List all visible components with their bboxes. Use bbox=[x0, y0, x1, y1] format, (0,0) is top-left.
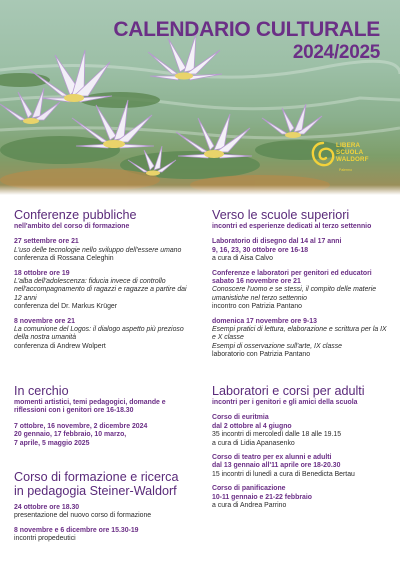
event-heading: Corso di euritmia bbox=[212, 414, 269, 422]
event-date: 8 novembre e 6 dicembre ore 15.30-19 bbox=[14, 526, 139, 534]
event-topic: L'alba dell'adolescenza: fiducia invece di controllo nell'accompagnamento di ragazzi e ragazze a partire dai 12 anni bbox=[14, 278, 187, 302]
event-item bbox=[14, 318, 192, 352]
section-title: Conferenze pubbliche bbox=[14, 208, 137, 222]
section-conferenze bbox=[14, 208, 192, 351]
logo-text bbox=[336, 142, 369, 163]
event-heading: dal 13 gennaio all'11 aprile ore 18-20.30 bbox=[212, 462, 341, 470]
event-item bbox=[14, 270, 192, 312]
event-heading: Corso di teatro per ex alunni e adulti bbox=[212, 454, 332, 462]
event-speaker: conferenza di Andrew Wolpert bbox=[14, 342, 106, 350]
section-title: In cerchio bbox=[14, 384, 69, 398]
event-item bbox=[212, 270, 390, 312]
event-description: incontri propedeutici bbox=[14, 535, 76, 543]
event-topic: L'uso delle tecnologie nello sviluppo dell'essere umano bbox=[14, 246, 182, 254]
event-item bbox=[212, 454, 390, 479]
event-heading: domenica 17 novembre ore 9-13 bbox=[212, 317, 317, 325]
event-speaker: a cura di Aisa Calvo bbox=[212, 255, 273, 263]
event-topic: Conoscere l'uomo e se stessi, il compito delle materie umanistiche nel terzo settennio bbox=[212, 286, 377, 302]
section-subtitle: incontri per i genitori e gli amici della scuola bbox=[212, 399, 358, 406]
event-speaker: a cura di Andrea Parrino bbox=[212, 502, 287, 510]
section-subtitle: incontri ed esperienze dedicati al terzo settennio bbox=[212, 223, 372, 230]
section-title-line-1: Corso di formazione e ricerca bbox=[14, 470, 179, 484]
event-heading: 9, 16, 23, 30 ottobre ore 16-18 bbox=[212, 246, 309, 254]
section-title-line-2: in pedagogia Steiner-Waldorf bbox=[14, 484, 177, 498]
event-heading: Conferenze e laboratori per genitori ed educatori bbox=[212, 269, 372, 277]
event-item bbox=[212, 238, 390, 263]
event-heading: dal 2 ottobre al 4 giugno bbox=[212, 422, 292, 430]
section-cerchio bbox=[14, 384, 192, 448]
section-laboratori bbox=[212, 384, 390, 510]
event-speaker: a cura di Lidia Apanasenko bbox=[212, 439, 295, 447]
section-formazione bbox=[14, 470, 192, 544]
section-subtitle: momenti artistici, temi pedagogici, domande e riflessioni con i genitori ore 16-18.30 bbox=[14, 399, 166, 415]
logo-subtext: Palermo bbox=[339, 168, 353, 172]
title-year: 2024/2025 bbox=[292, 42, 380, 63]
event-date: 27 settembre ore 21 bbox=[14, 238, 79, 246]
event-topic: Esempi pratici di lettura, elaborazione e scrittura per la IX e X classe bbox=[212, 326, 387, 342]
section-title: Laboratori e corsi per adulti bbox=[212, 384, 365, 398]
calendar-title bbox=[113, 18, 380, 64]
event-topic: Esempi di osservazione sull'arte, IX classe bbox=[212, 342, 342, 350]
title-line-1: CALENDARIO CULTURALE bbox=[113, 18, 380, 41]
section-title: Verso le scuole superiori bbox=[212, 208, 350, 222]
event-description: 35 incontri di mercoledì dalle 18 alle 19.15 bbox=[212, 431, 342, 439]
event-description: 15 incontri di lunedì a cura di Benedicta Bertau bbox=[212, 470, 355, 478]
lily-flower-5 bbox=[0, 88, 60, 124]
section-subtitle: nell'ambito del corso di formazione bbox=[14, 223, 130, 230]
event-speaker: laboratorio con Patrizia Pantano bbox=[212, 351, 311, 359]
event-item bbox=[212, 414, 390, 448]
logo-line-3: WALDORF bbox=[336, 156, 369, 163]
event-item bbox=[212, 485, 390, 510]
header-painting bbox=[0, 0, 400, 195]
event-speaker: incontro con Patrizia Pantano bbox=[212, 303, 303, 311]
event-speaker: conferenza del Dr. Markus Krüger bbox=[14, 303, 118, 311]
event-item bbox=[14, 238, 192, 263]
logo-line-2: SCUOLA bbox=[336, 149, 364, 156]
logo-line-1: LIBERA bbox=[336, 142, 361, 149]
event-heading: 10-11 gennaio e 21-22 febbraio bbox=[212, 493, 312, 501]
dates-line: 7 ottobre, 16 novembre, 2 dicembre 2024 bbox=[14, 422, 148, 430]
event-heading: Corso di panificazione bbox=[212, 485, 286, 493]
event-date: 24 ottobre ore 18.30 bbox=[14, 504, 80, 511]
event-description: presentazione del nuovo corso di formazione bbox=[14, 512, 152, 520]
header-fade bbox=[0, 185, 400, 195]
event-speaker: conferenza di Rossana Celeghin bbox=[14, 255, 114, 263]
dates-line: 7 aprile, 5 maggio 2025 bbox=[14, 439, 90, 447]
dates-line: 20 gennaio, 17 febbraio, 10 marzo, bbox=[14, 431, 127, 439]
event-item bbox=[14, 504, 192, 521]
event-heading: sabato 16 novembre ore 21 bbox=[212, 278, 301, 286]
spiral-sun-logo-icon bbox=[310, 140, 336, 170]
event-date: 18 ottobre ore 19 bbox=[14, 269, 70, 277]
event-topic: La comunione del Logos: il dialogo aspetto più prezioso della nostra umanità bbox=[14, 326, 184, 342]
event-date: 8 novembre ore 21 bbox=[14, 317, 75, 325]
event-heading: Laboratorio di disegno dal 14 al 17 anni bbox=[212, 238, 342, 246]
event-item bbox=[212, 318, 390, 360]
school-logo bbox=[310, 140, 380, 180]
section-superiori bbox=[212, 208, 390, 360]
event-item bbox=[14, 527, 192, 544]
